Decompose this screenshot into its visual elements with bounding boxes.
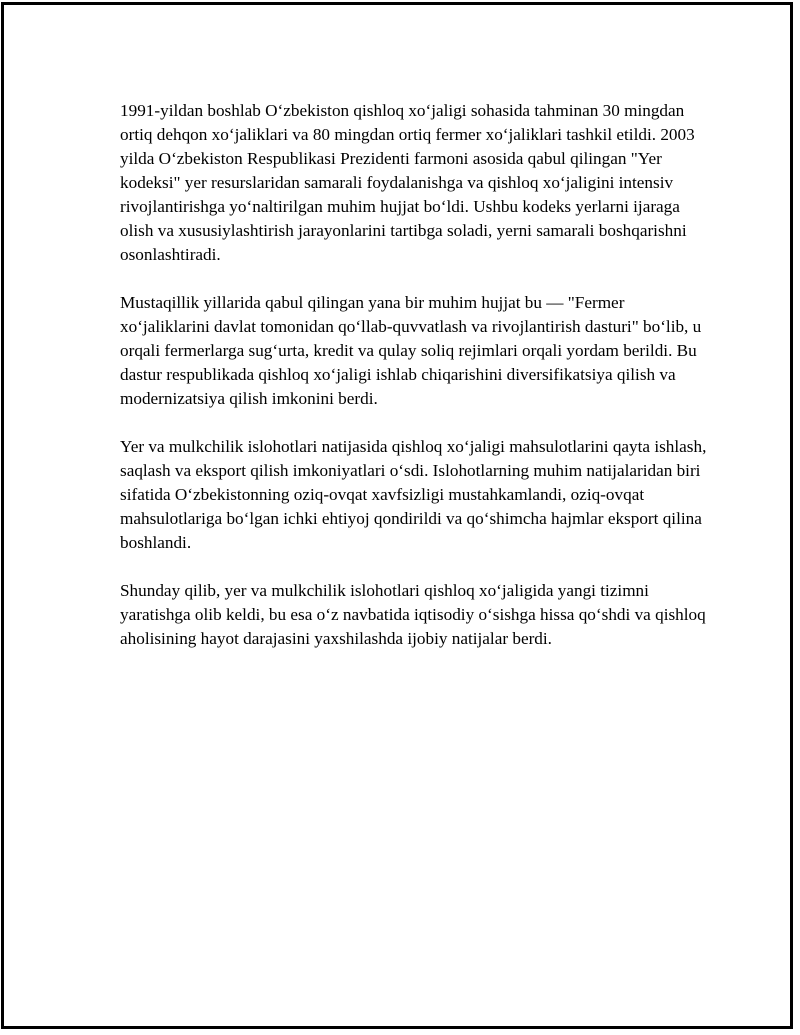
document-body	[120, 99, 710, 675]
paragraph-4: Shunday qilib, yer va mulkchilik islohotlari qishloq xo‘jaligida yangi tizimni yaratishga olib keldi, bu esa o‘z navbatida iqtisodiy o‘sishga hissa qo‘shdi va qishloq aholisining hayot darajasini yaxshilashda ijobiy natijalar berdi.	[120, 581, 706, 648]
paragraph-2: Mustaqillik yillarida qabul qilingan yana bir muhim hujjat bu — "Fermer xo‘jaliklarini davlat tomonidan qo‘llab-quvvatlash va rivojlantirish dasturi" bo‘lib, u orqali fermerlarga sug‘urta, kredit va qulay soliq rejimlari orqali yordam berildi. Bu dastur respublikada qishloq xo‘jaligi ishlab chiqarishini diversifikatsiya qilish va modernizatsiya qilish imkonini berdi.	[120, 293, 702, 408]
paragraph-3: Yer va mulkchilik islohotlari natijasida qishloq xo‘jaligi mahsulotlarini qayta ishlash, saqlash va eksport qilish imkoniyatlari o‘sdi. Islohotlarning muhim natijalaridan biri sifatida O‘zbekistonning oziq-ovqat xavfsizligi mustahkamlandi, oziq-ovqat mahsulotlariga bo‘lgan ichki ehtiyoj qondirildi va qo‘shimcha hajmlar eksport qilina boshlandi.	[120, 437, 707, 552]
paragraph-1: 1991-yildan boshlab O‘zbekiston qishloq xo‘jaligi sohasida tahminan 30 mingdan ortiq dehqon xo‘jaliklari va 80 mingdan ortiq fermer xo‘jaliklari tashkil etildi. 2003 yilda O‘zbekiston Respublikasi Prezidenti farmoni asosida qabul qilingan "Yer kodeksi" yer resurslaridan samarali foydalanishga va qishloq xo‘jaligini intensiv rivojlantirishga yo‘naltirilgan muhim hujjat bo‘ldi. Ushbu kodeks yerlarni ijaraga olish va xususiylashtirish jarayonlarini tartibga soladi, yerni samarali boshqarishni osonlashtiradi.	[120, 101, 695, 264]
page-border	[1, 2, 793, 1029]
